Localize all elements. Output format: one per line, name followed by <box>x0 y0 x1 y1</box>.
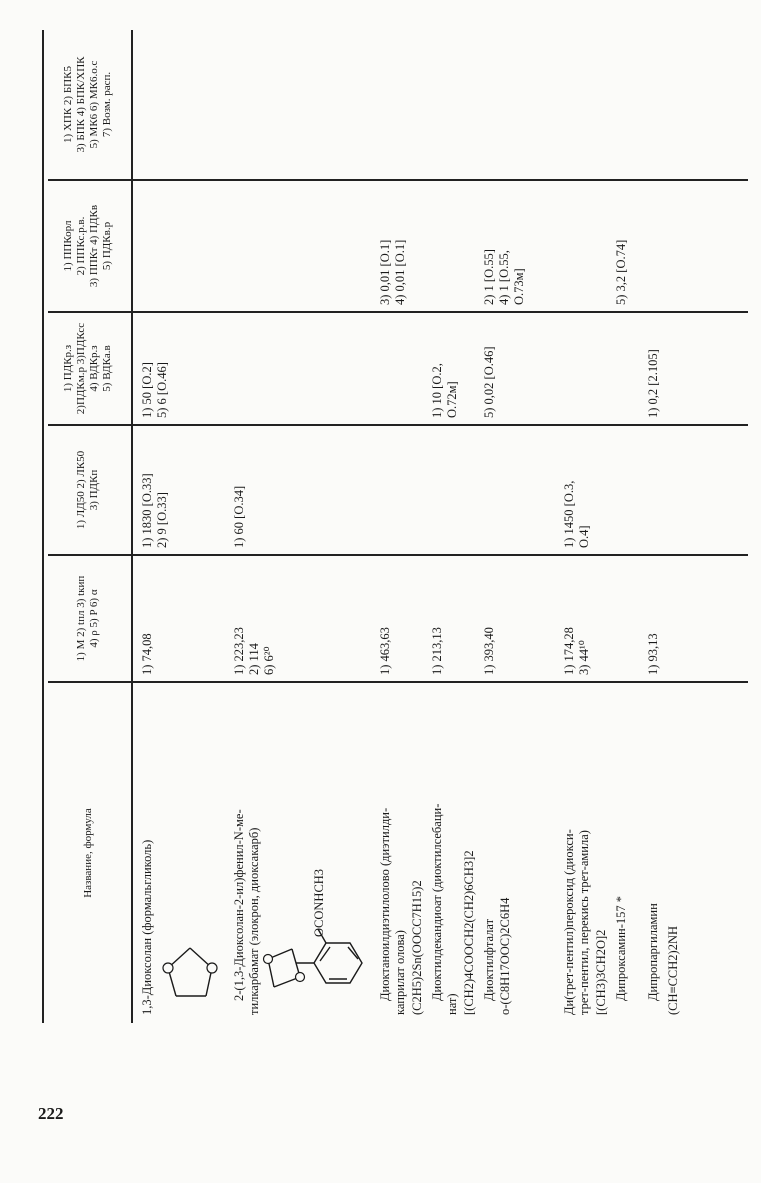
column-divider <box>48 312 748 314</box>
row6-props: 1) 174,28 3) 44¹⁰ <box>562 627 591 675</box>
row7-name: Дипроксамин-157 * <box>614 896 628 1001</box>
dioxolane-structure <box>160 936 222 1008</box>
header-pdk-water: 1) ППКорл 2) ППКс.р.в. 3) ППКт 4) ПДКв 5) ПДКв.р <box>62 204 113 288</box>
row4-name: Диоктилдекандиоат (диоктилсебаци- нат) <box>430 803 459 1015</box>
column-divider <box>48 682 748 684</box>
column-divider <box>48 425 748 427</box>
row2-ld: 1) 60 [O.34] <box>232 485 246 548</box>
row6-formula: [(CH3)3CH2O]2 <box>594 929 608 1015</box>
row4-formula: [(CH2)4COOCH2(CH2)6CH3]2 <box>462 850 476 1015</box>
row7-pdk-air: 1) 0,2 [2.105] <box>646 349 660 418</box>
row3-formula: (C2H5)2Sn(OOCC7H15)2 <box>410 880 424 1015</box>
header-name: Название, формула <box>81 808 94 898</box>
row2-props: 1) 223,23 2) 114 6) 6²⁰ <box>232 627 276 675</box>
row5-name: Диоктилфталат <box>482 918 496 1001</box>
row3-name: Диоктаноилдиэтилолово (диэтилди- каприлат олова) <box>378 807 407 1015</box>
row8-formula: (CH≡CCH2)2NH <box>666 926 680 1015</box>
row2-structure-label: OCONHCH3 <box>312 868 326 937</box>
page-number: 222 <box>38 1104 64 1123</box>
header-hazard: 1) ХПК 2) БПК5 3) БПК 4) БПК/ХПК 5) МК6 6) МК6.о.с 7) Возм. расп. <box>62 56 113 153</box>
row3-pdk-water: 3) 0,01 [O.1] 4) 0,01 [O.1] <box>378 239 407 305</box>
row6-ld: 1) 1450 [O.3, O.4] <box>562 480 591 548</box>
row1-props: 1) 74,08 <box>140 633 154 675</box>
row7-pdk-water: 5) 3,2 [O.74] <box>614 239 628 305</box>
header-props: 1) M 2) tпл 3) tкип 4) ρ 5) P 6) α <box>75 575 100 662</box>
row5-props: 1) 393,40 <box>482 627 496 675</box>
row1-ld: 1) 1830 [O.33] 2) 9 [O.33] <box>140 473 169 548</box>
row6-name: Ди(трет-пентил)пероксид (диокси- трет-пентил, перекись трет-амила) <box>562 829 591 1015</box>
row4-props: 1) 213,13 <box>430 627 444 675</box>
row5-formula: o-(C8H17OOC)2C6H4 <box>498 897 512 1015</box>
row5-pdk-water: 2) 1 [O.55] 4) 1 [O.55, O.73м] <box>482 249 526 305</box>
row1-name: 1,3-Диоксолан (формальгликоль) <box>140 839 154 1015</box>
row8-props: 1) 93,13 <box>646 633 660 675</box>
row5-pdk-air: 5) 0,02 [O.46] <box>482 346 496 418</box>
table-top-rule <box>42 30 44 1023</box>
column-divider <box>48 180 748 182</box>
row2-name: 2-(1,3-Диоксолан-2-ил)фенил-N-ме- тилкарбамат (элокрон, диоксакарб) <box>232 809 261 1015</box>
row3-props: 1) 463,63 <box>378 627 392 675</box>
row8-name: Дипропаргиламин <box>646 903 660 1001</box>
column-divider <box>48 555 748 557</box>
row1-pdk-air: 1) 50 [O.2] 5) 6 [O.46] <box>140 362 169 418</box>
header-pdk-air: 1) ПДКр.з 2)ПДКм.р 3)ПДКсс 4) ВДКр.з 5) ВДКа.в <box>62 322 113 415</box>
header-ld: 1) ЛД50 2) ЛК50 3) ПДКп <box>75 450 100 530</box>
row4-pdk-air: 1) 10 [O.2, O.72м] <box>430 363 459 418</box>
